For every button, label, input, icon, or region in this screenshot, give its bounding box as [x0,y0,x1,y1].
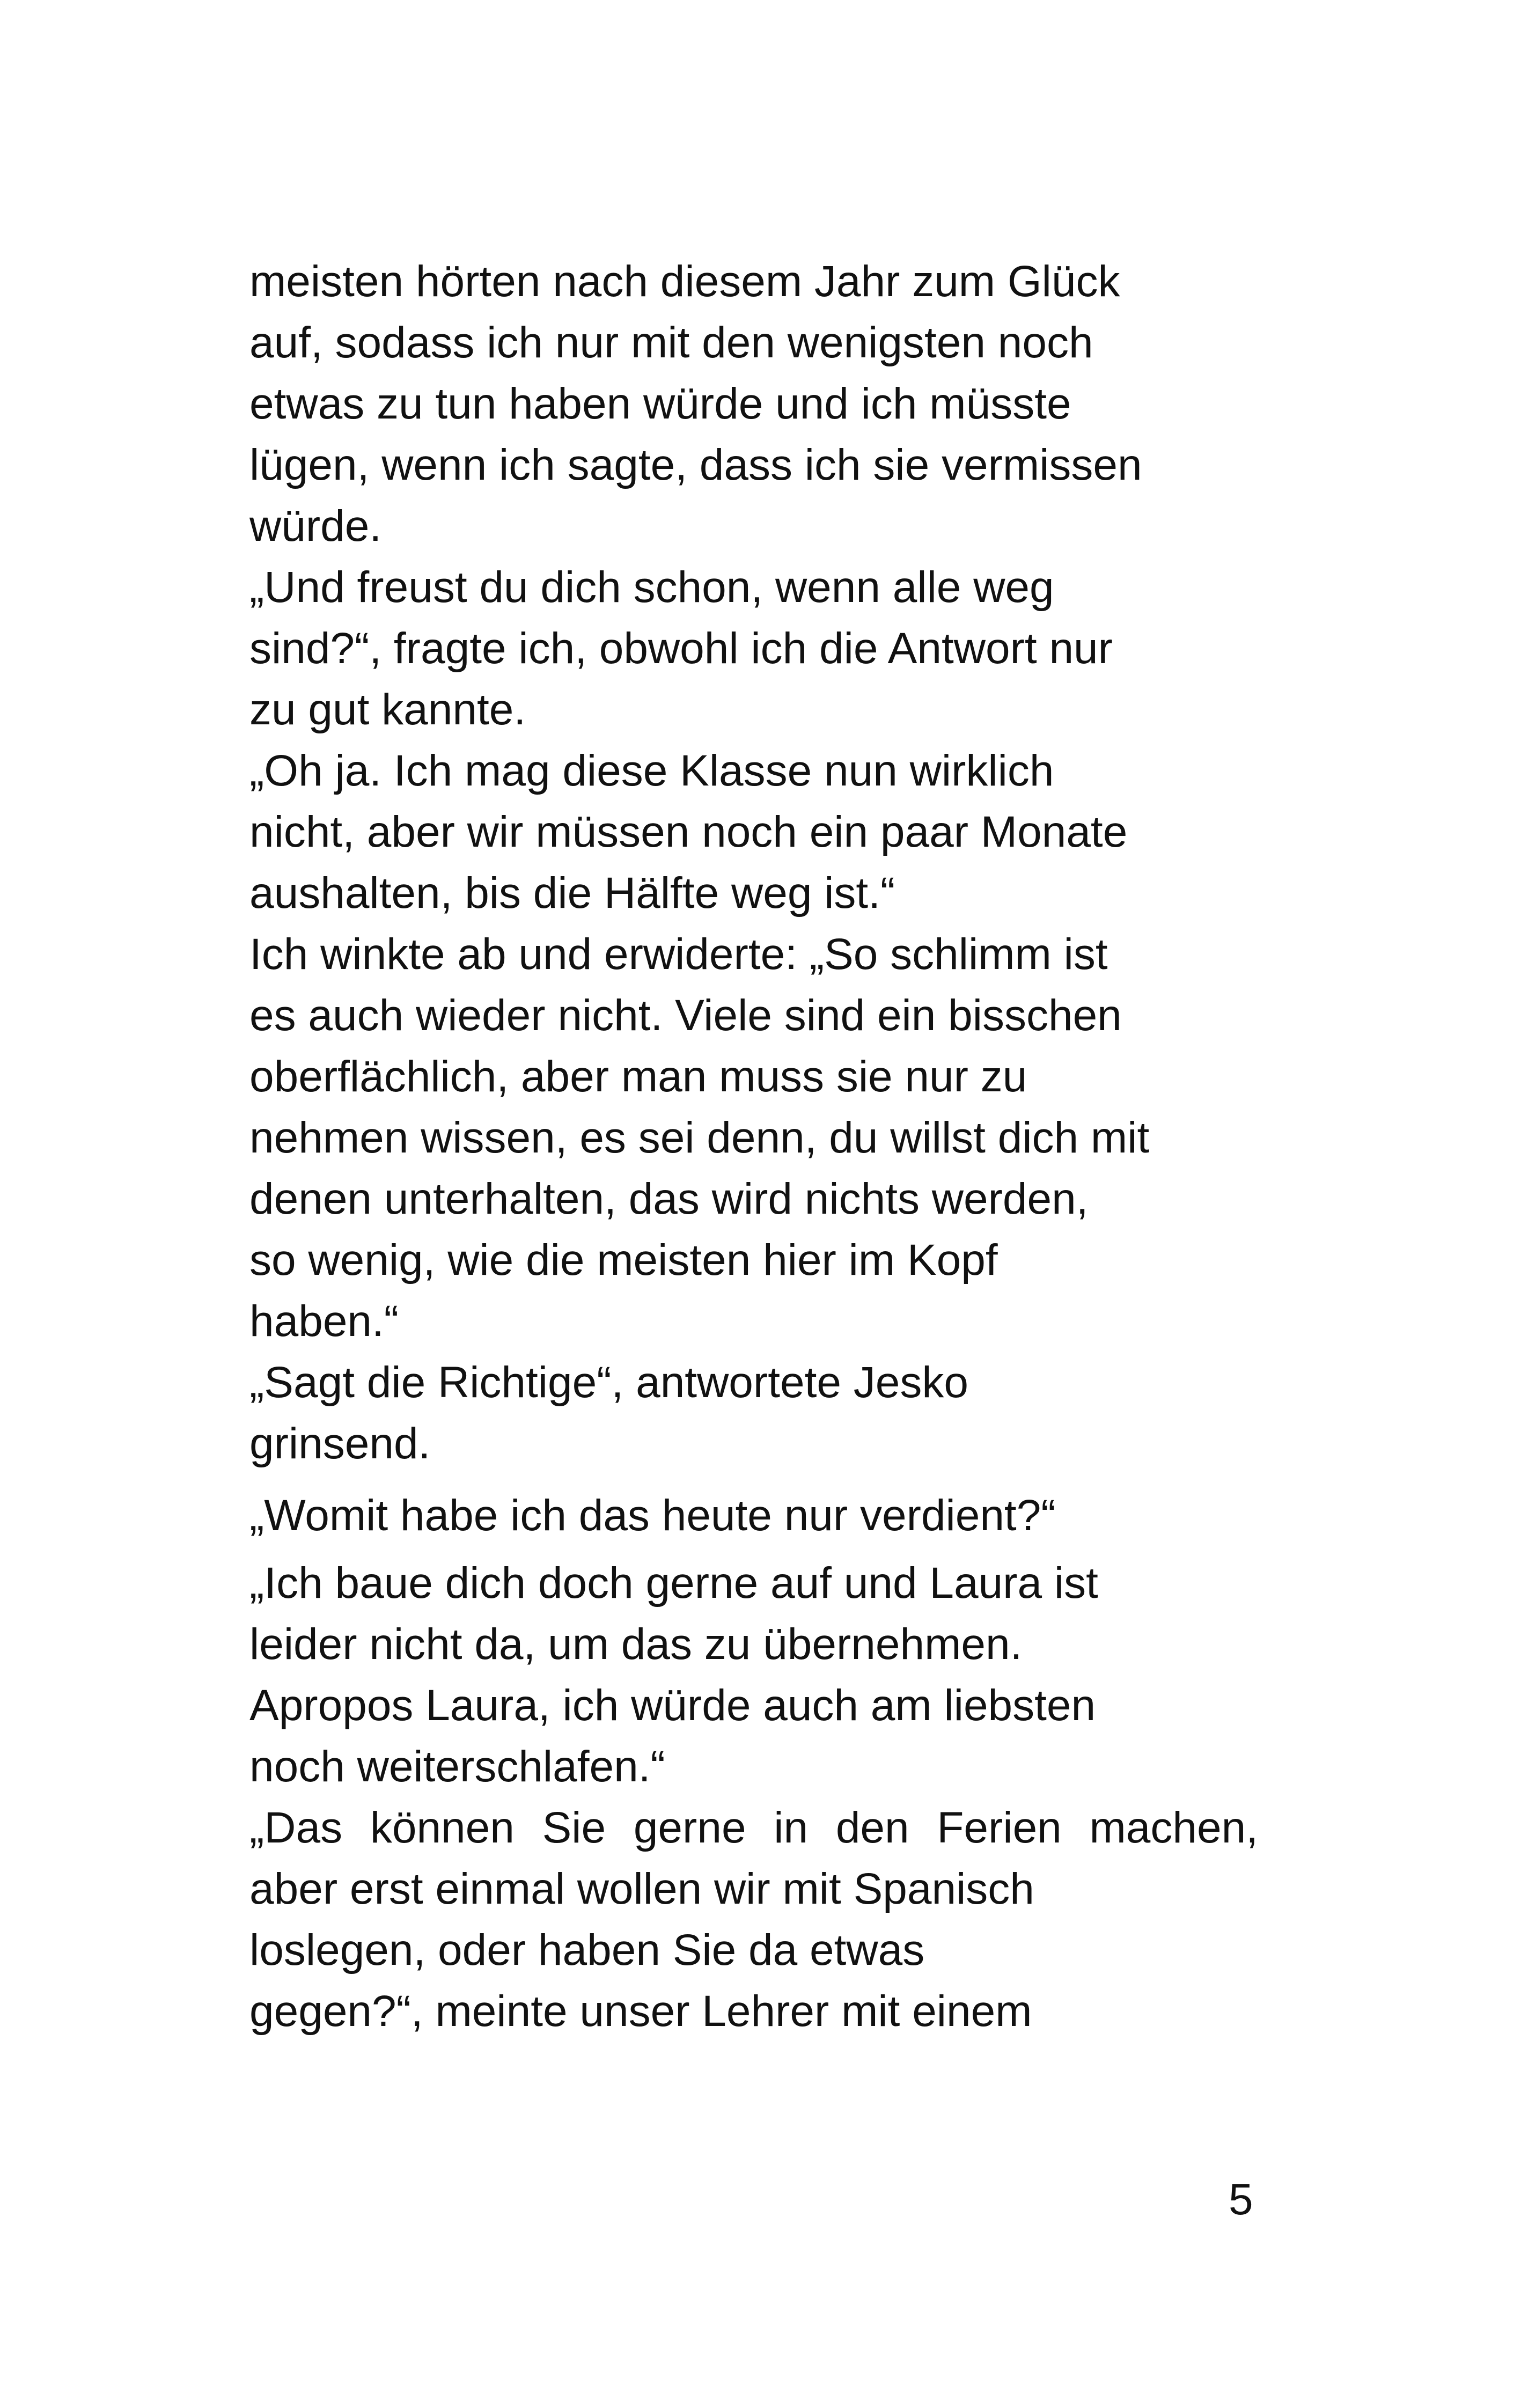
text-line: aber erst einmal wollen wir mit Spanisch [249,1864,1034,1913]
text-line: es auch wieder nicht. Viele sind ein bisschen [249,991,1122,1040]
text-line: nehmen wissen, es sei denn, du willst dich mit [249,1113,1150,1162]
text-line: denen unterhalten, das wird nichts werden, [249,1174,1089,1223]
text-line: Apropos Laura, ich würde auch am liebsten [249,1681,1096,1730]
text-line: oberflächlich, aber man muss sie nur zu [249,1052,1027,1101]
text-line: „Sagt die Richtige“, antwortete Jesko [249,1358,968,1407]
text-line: aushalten, bis die Hälfte weg ist.“ [249,869,895,917]
text-line: noch weiterschlafen.“ [249,1742,665,1791]
text-line: etwas zu tun haben würde und ich müsste [249,379,1071,428]
text-line: auf, sodass ich nur mit den wenigsten noch [249,318,1093,367]
text-line: leider nicht da, um das zu übernehmen. [249,1620,1023,1669]
text-line: loslegen, oder haben Sie da etwas [249,1926,925,1974]
text-line: Ich winkte ab und erwiderte: „So schlimm ist [249,930,1108,979]
text-line: „Das können Sie gerne in den Ferien machen, [249,1803,1258,1852]
text-line: haben.“ [249,1297,399,1346]
text-line: gegen?“, meinte unser Lehrer mit einem [249,1987,1032,2036]
text-line: grinsend. [249,1419,431,1468]
text-line: „Und freust du dich schon, wenn alle weg [249,563,1054,612]
text-line: meisten hörten nach diesem Jahr zum Glück [249,257,1120,306]
text-line: lügen, wenn ich sagte, dass ich sie vermissen [249,441,1142,489]
text-line: sind?“, fragte ich, obwohl ich die Antwort nur [249,624,1113,673]
text-line: zu gut kannte. [249,685,526,734]
page-number: 5 [1229,2175,1253,2224]
text-line: nicht, aber wir müssen noch ein paar Monate [249,807,1128,856]
text-line: würde. [249,502,382,550]
text-line: „Womit habe ich das heute nur verdient?“ [249,1491,1056,1540]
text-line: „Oh ja. Ich mag diese Klasse nun wirklich [249,746,1054,795]
text-line: so wenig, wie die meisten hier im Kopf [249,1236,998,1284]
text-line: „Ich baue dich doch gerne auf und Laura ist [249,1559,1098,1607]
